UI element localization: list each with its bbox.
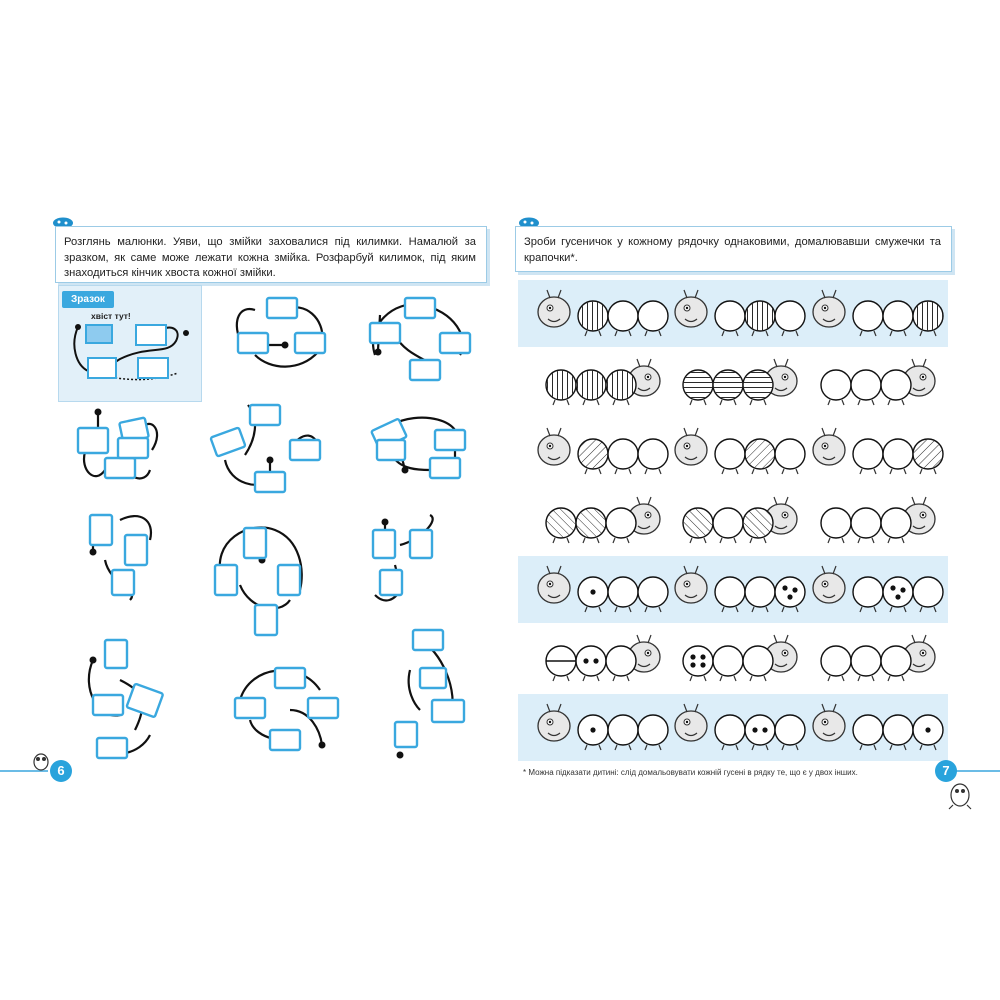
caterpillar-segment[interactable] — [743, 646, 773, 676]
caterpillar-head — [538, 711, 570, 741]
caterpillar-legs — [888, 400, 904, 405]
caterpillar-legs — [920, 607, 936, 612]
segment-dot — [925, 727, 930, 732]
caterpillar-segment[interactable] — [608, 439, 638, 469]
tail-label: хвіст тут! — [91, 311, 131, 321]
caterpillar-legs — [888, 538, 904, 543]
caterpillar[interactable] — [538, 290, 668, 336]
caterpillar-head — [538, 573, 570, 603]
segment-dot — [752, 727, 757, 732]
caterpillar-legs — [615, 745, 631, 750]
segment-stripes — [746, 440, 775, 469]
caterpillar[interactable] — [546, 359, 660, 405]
caterpillar-segment[interactable] — [606, 508, 636, 538]
caterpillar-legs — [645, 607, 661, 612]
caterpillar-legs — [920, 331, 936, 336]
caterpillar-legs — [722, 469, 738, 474]
caterpillar-segment[interactable] — [883, 301, 913, 331]
caterpillar-segment[interactable] — [851, 370, 881, 400]
caterpillar-legs — [828, 538, 844, 543]
caterpillar-legs — [645, 745, 661, 750]
caterpillar-legs — [615, 607, 631, 612]
caterpillar[interactable] — [813, 704, 943, 750]
caterpillar-pupil — [824, 445, 826, 447]
segment-stripes — [744, 509, 773, 538]
caterpillar-legs — [613, 538, 629, 543]
caterpillar-legs — [720, 676, 736, 681]
caterpillar-segment[interactable] — [745, 577, 775, 607]
caterpillar-legs — [722, 745, 738, 750]
caterpillar-pupil — [824, 307, 826, 309]
caterpillar-legs — [690, 400, 706, 405]
segment-stripes — [607, 371, 636, 400]
caterpillar-pupil — [922, 514, 924, 516]
caterpillar-head — [813, 435, 845, 465]
segment-stripes — [684, 371, 713, 400]
caterpillar-segment[interactable] — [821, 508, 851, 538]
caterpillar[interactable] — [813, 566, 943, 612]
caterpillar-segment[interactable] — [881, 508, 911, 538]
caterpillar[interactable] — [821, 359, 935, 405]
caterpillar-segment[interactable] — [775, 715, 805, 745]
caterpillar-head — [813, 573, 845, 603]
caterpillar-pupil — [686, 583, 688, 585]
caterpillar-legs — [782, 607, 798, 612]
caterpillar-legs — [615, 331, 631, 336]
segment-stripes — [714, 371, 743, 400]
caterpillar-legs — [752, 745, 768, 750]
caterpillar-legs — [858, 676, 874, 681]
caterpillar-legs — [585, 331, 601, 336]
caterpillar-pupil — [784, 652, 786, 654]
caterpillar-segment[interactable] — [638, 301, 668, 331]
caterpillar-pupil — [824, 721, 826, 723]
caterpillar-legs — [920, 745, 936, 750]
caterpillar[interactable] — [675, 704, 805, 750]
right-footer-line — [955, 770, 1000, 772]
caterpillar-legs — [752, 469, 768, 474]
caterpillar-segment[interactable] — [851, 508, 881, 538]
caterpillar-legs — [583, 400, 599, 405]
segment-stripes — [547, 509, 576, 538]
caterpillar-head — [813, 711, 845, 741]
caterpillar-legs — [613, 676, 629, 681]
caterpillar-legs — [553, 400, 569, 405]
page-number-right: 7 — [935, 760, 957, 782]
caterpillar[interactable] — [813, 290, 943, 336]
segment-stripes — [914, 302, 943, 331]
caterpillar-segment[interactable] — [775, 577, 805, 607]
caterpillar-legs — [722, 331, 738, 336]
caterpillar-segment[interactable] — [606, 646, 636, 676]
caterpillar-segment[interactable] — [853, 439, 883, 469]
caterpillar-pupil — [922, 376, 924, 378]
caterpillar-legs — [645, 469, 661, 474]
segment-dot — [590, 589, 595, 594]
caterpillar-segment[interactable] — [608, 715, 638, 745]
caterpillar-segment[interactable] — [853, 715, 883, 745]
caterpillar[interactable] — [821, 497, 935, 543]
caterpillar-segment[interactable] — [853, 301, 883, 331]
segment-stripes — [744, 371, 773, 400]
segment-stripes — [577, 509, 606, 538]
caterpillar-segment[interactable] — [821, 646, 851, 676]
caterpillar-segment[interactable] — [715, 715, 745, 745]
caterpillar-segment[interactable] — [775, 439, 805, 469]
segment-dot — [590, 727, 595, 732]
caterpillar-pupil — [686, 307, 688, 309]
segment-dot — [700, 662, 705, 667]
segment-stripes — [914, 440, 943, 469]
caterpillar-segment[interactable] — [715, 577, 745, 607]
caterpillar-pupil — [824, 583, 826, 585]
segment-dot — [690, 662, 695, 667]
caterpillar-legs — [750, 676, 766, 681]
segment-stripes — [684, 509, 713, 538]
caterpillar-segment[interactable] — [853, 577, 883, 607]
segment-stripes — [746, 302, 775, 331]
caterpillar-legs — [585, 745, 601, 750]
caterpillar-legs — [858, 538, 874, 543]
cartoon-owl-icon — [945, 775, 975, 810]
caterpillar-legs — [860, 607, 876, 612]
caterpillar[interactable] — [683, 359, 797, 405]
caterpillar-segment[interactable] — [883, 439, 913, 469]
caterpillar-segment[interactable] — [883, 715, 913, 745]
caterpillar-segment[interactable] — [713, 646, 743, 676]
caterpillar-legs — [858, 400, 874, 405]
footnote: * Можна підказати дитині: слід домальовувати кожній гусені в рядку те, що є у двох інших. — [523, 768, 858, 777]
caterpillar-segment[interactable] — [638, 439, 668, 469]
caterpillar[interactable] — [675, 290, 805, 336]
caterpillar-legs — [615, 469, 631, 474]
caterpillar-legs — [890, 607, 906, 612]
caterpillar-legs — [585, 469, 601, 474]
segment-dot — [787, 594, 792, 599]
caterpillar[interactable] — [675, 428, 805, 474]
caterpillar-head — [675, 297, 707, 327]
caterpillar-head — [813, 297, 845, 327]
caterpillar-segment[interactable] — [821, 370, 851, 400]
caterpillar-segment[interactable] — [851, 646, 881, 676]
caterpillar-head — [675, 711, 707, 741]
caterpillar-legs — [583, 538, 599, 543]
caterpillar-segment[interactable] — [883, 577, 913, 607]
caterpillar-legs — [752, 331, 768, 336]
caterpillar-legs — [722, 607, 738, 612]
caterpillar-legs — [720, 400, 736, 405]
segment-stripes — [577, 371, 606, 400]
caterpillar-head — [538, 435, 570, 465]
caterpillar-segment[interactable] — [715, 439, 745, 469]
caterpillar-pupil — [784, 376, 786, 378]
caterpillar-segment[interactable] — [913, 577, 943, 607]
right-instruction-text: Зроби гусеничок у кожному рядочку однаковими, домалювавши смужечки та крапочки*. — [524, 236, 941, 264]
caterpillar-legs — [782, 745, 798, 750]
caterpillar-segment[interactable] — [576, 646, 606, 676]
caterpillar[interactable] — [538, 704, 668, 750]
caterpillar-pupil — [549, 721, 551, 723]
page-number-left: 6 — [50, 760, 72, 782]
segment-stripes — [579, 302, 608, 331]
sample-tag: Зразок — [62, 291, 114, 308]
caterpillar[interactable] — [546, 635, 660, 681]
caterpillar-pupil — [549, 307, 551, 309]
segment-dot — [593, 658, 598, 663]
caterpillar-legs — [690, 676, 706, 681]
caterpillar-segment[interactable] — [715, 301, 745, 331]
caterpillar-legs — [888, 676, 904, 681]
caterpillar-pupil — [549, 583, 551, 585]
caterpillar[interactable] — [813, 428, 943, 474]
caterpillar-legs — [583, 676, 599, 681]
caterpillar-legs — [553, 676, 569, 681]
caterpillar-legs — [860, 469, 876, 474]
caterpillar-head — [675, 573, 707, 603]
caterpillar-legs — [752, 607, 768, 612]
caterpillar-legs — [553, 538, 569, 543]
caterpillar-pupil — [647, 376, 649, 378]
caterpillar[interactable] — [546, 497, 660, 543]
caterpillar-legs — [828, 676, 844, 681]
caterpillar[interactable] — [821, 635, 935, 681]
caterpillar[interactable] — [538, 566, 668, 612]
caterpillar-segment[interactable] — [881, 370, 911, 400]
caterpillar[interactable] — [683, 635, 797, 681]
caterpillar-segment[interactable] — [713, 508, 743, 538]
caterpillar-legs — [890, 331, 906, 336]
segment-dot — [900, 587, 905, 592]
segment-dot — [792, 587, 797, 592]
caterpillar-segment[interactable] — [608, 577, 638, 607]
caterpillar-legs — [860, 331, 876, 336]
caterpillar-pupil — [784, 514, 786, 516]
caterpillar-head — [538, 297, 570, 327]
caterpillar-legs — [720, 538, 736, 543]
caterpillar-legs — [920, 469, 936, 474]
caterpillar-legs — [750, 538, 766, 543]
segment-dot — [895, 594, 900, 599]
caterpillar-segment[interactable] — [745, 715, 775, 745]
caterpillar-pupil — [686, 721, 688, 723]
caterpillar-pupil — [647, 514, 649, 516]
caterpillar-segment[interactable] — [775, 301, 805, 331]
caterpillar-legs — [860, 745, 876, 750]
caterpillar-segment[interactable] — [683, 646, 713, 676]
caterpillar-head — [675, 435, 707, 465]
caterpillar-segment[interactable] — [881, 646, 911, 676]
caterpillar-legs — [690, 538, 706, 543]
segment-dot — [782, 585, 787, 590]
caterpillar-legs — [613, 400, 629, 405]
segment-dot — [762, 727, 767, 732]
caterpillar-legs — [828, 400, 844, 405]
caterpillar-legs — [890, 469, 906, 474]
caterpillar-pupil — [549, 445, 551, 447]
caterpillar-legs — [782, 331, 798, 336]
segment-dot — [583, 658, 588, 663]
caterpillar-legs — [645, 331, 661, 336]
caterpillar-segment[interactable] — [608, 301, 638, 331]
caterpillar-pupil — [647, 652, 649, 654]
segment-dot — [890, 585, 895, 590]
caterpillar[interactable] — [675, 566, 805, 612]
caterpillar-pupil — [686, 445, 688, 447]
segment-stripes — [547, 371, 576, 400]
segment-stripes — [579, 440, 608, 469]
segment-dot — [700, 654, 705, 659]
caterpillar-segment[interactable] — [638, 715, 668, 745]
caterpillar-legs — [782, 469, 798, 474]
caterpillar-legs — [750, 400, 766, 405]
caterpillar-segment[interactable] — [638, 577, 668, 607]
caterpillar[interactable] — [538, 428, 668, 474]
left-instruction-text: Розглянь малюнки. Уяви, що змійки заховалися під килимки. Намалюй за зразком, як саме може лежати кожна змійка. Розфарбуй килимок, під яким знаходиться кінчик хвоста кожної змійки. — [64, 236, 476, 279]
caterpillar-legs — [585, 607, 601, 612]
caterpillar-pupil — [922, 652, 924, 654]
segment-dot — [690, 654, 695, 659]
caterpillar[interactable] — [683, 497, 797, 543]
caterpillar-legs — [890, 745, 906, 750]
